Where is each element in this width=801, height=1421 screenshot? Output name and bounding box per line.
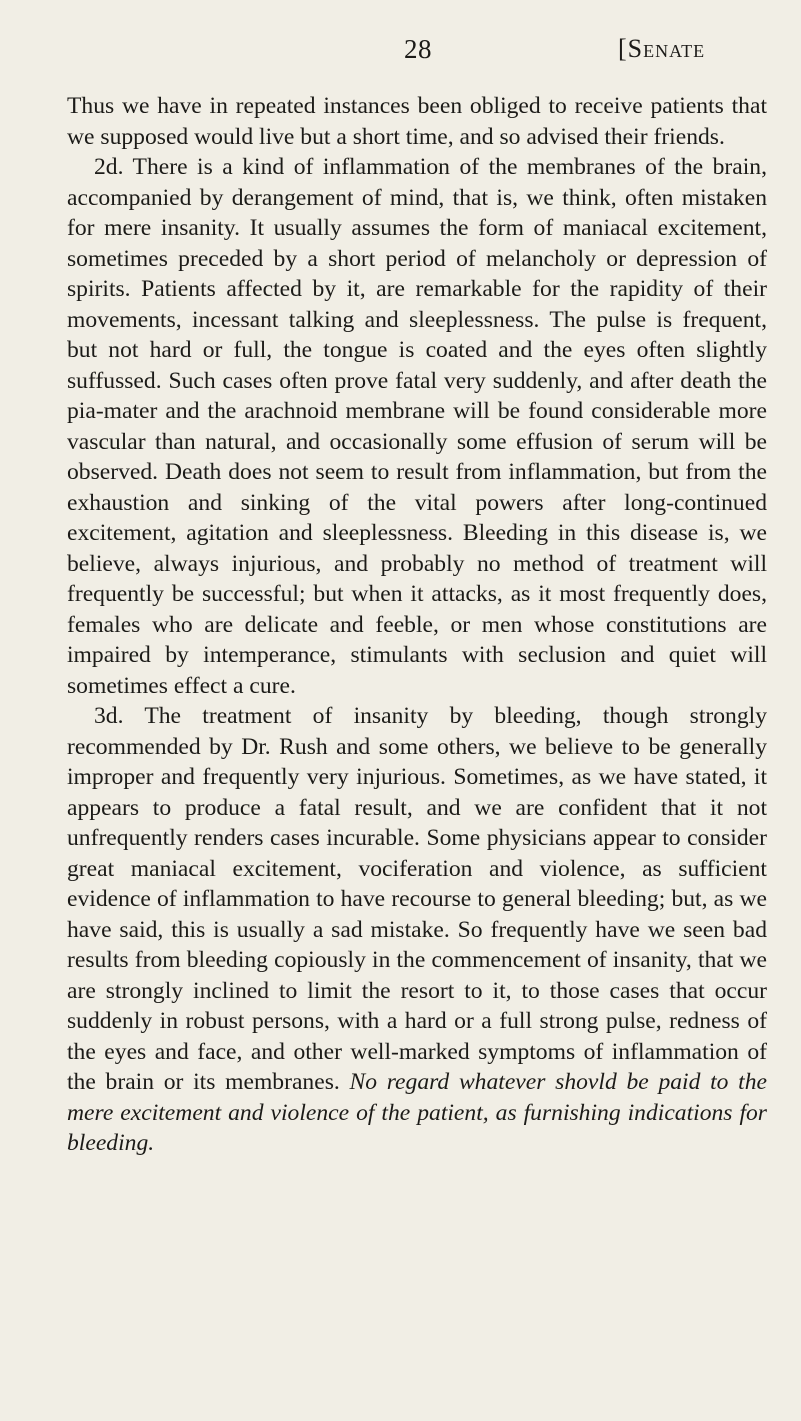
running-head: [Senate: [618, 34, 706, 63]
body-text: [67, 91, 767, 1159]
emphasized-text: No regard whatever shovld be paid to the mere excitement and violence of the patient, as furnishing indications for bleeding.: [67, 1069, 768, 1156]
paragraph-continuation: [67, 91, 767, 152]
paragraph-text: Thus we have in repeated instances been obliged to receive patients that we supposed would live but a short time, and so advised their friends.: [67, 93, 767, 150]
page-number: 28: [404, 34, 432, 64]
page-header: [0, 34, 801, 74]
paragraph-3d: [67, 701, 767, 1159]
paragraph-text: 3d. The treatment of insanity by bleeding, though strongly recommended by Dr. Rush and some others, we believe to be generally improper and frequently very injurious. Sometimes, as we have stated, it appears to produce a fatal result, and we are confident that it not unfrequently renders cases incurable. Some physicians appear to consider great maniacal excitement, vociferation and violence, as sufficient evidence of inflammation to have recourse to general bleeding; but, as we have said, this is usually a sad mistake. So frequently have we seen bad results from bleeding copiously in the commencement of insanity, that we are strongly inclined to limit the resort to it, to those cases that occur suddenly in robust persons, with a hard or a full strong pulse, redness of the eyes and face, and other well-marked symptoms of inflammation of the brain or its membranes.: [67, 703, 767, 1095]
paragraph-text: 2d. There is a kind of inflammation of the membranes of the brain, accompanied by derangement of mind, that is, we think, often mistaken for mere insanity. It usually assumes the form of maniacal excitement, sometimes preceded by a short period of melancholy or depression of spirits. Patients affected by it, are remarkable for the rapidity of their movements, incessant talking and sleeplessness. The pulse is frequent, but not hard or full, the tongue is coated and the eyes often slightly suffussed. Such cases often prove fatal very suddenly, and after death the pia-mater and the arachnoid membrane will be found considerable more vascular than natural, and occasionally some effusion of serum will be observed. Death does not seem to result from inflammation, but from the exhaustion and sinking of the vital powers after long-continued excitement, agitation and sleeplessness. Bleeding in this disease is, we believe, always injurious, and probably no method of treatment will frequently be successful; but when it attacks, as it most frequently does, females who are delicate and feeble, or men whose constitutions are impaired by intemperance, stimulants with seclusion and quiet will sometimes effect a cure.: [67, 154, 767, 699]
paragraph-2d: [67, 152, 767, 701]
